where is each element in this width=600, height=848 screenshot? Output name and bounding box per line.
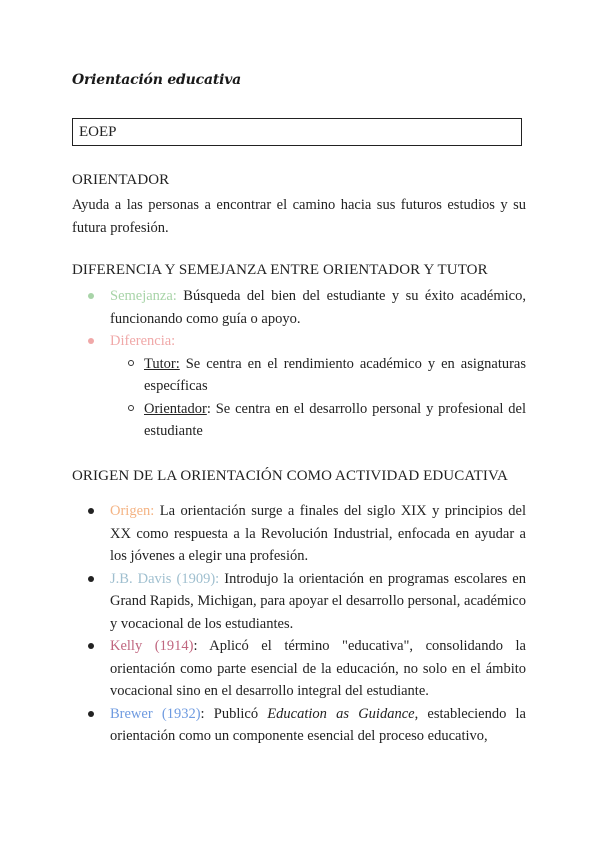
bullet-icon (88, 508, 94, 514)
eoep-box: EOEP (72, 118, 522, 146)
section-heading-origen: ORIGEN DE LA ORIENTACIÓN COMO ACTIVIDAD EDUCATIVA (72, 468, 508, 484)
item-label: J.B. Davis (1909): (110, 570, 220, 587)
bullet-icon (88, 576, 94, 582)
item-text-before: : Publicó (200, 705, 268, 722)
item-label: Semejanza: (110, 288, 177, 304)
sub-item-text: Se centra en el rendimiento académico y en asignaturas específicas (144, 355, 526, 394)
list-item (72, 285, 526, 330)
list-item (72, 703, 526, 748)
list-item (72, 330, 526, 353)
bullet-icon (88, 643, 94, 649)
bullet-icon (88, 711, 94, 717)
document-title: Orientación educativa (72, 72, 242, 88)
sub-list-item (72, 353, 526, 398)
sub-item-text: : Se centra en el desarrollo personal y profesional del estudiante (144, 400, 526, 439)
section-heading-orientador: ORIENTADOR (72, 172, 170, 188)
section-heading-diferencia: DIFERENCIA Y SEMEJANZA ENTRE ORIENTADOR Y TUTOR (72, 262, 488, 278)
origen-list (72, 500, 526, 748)
sub-item-label: Orientador (144, 400, 207, 417)
item-text-after: , estableciendo la orientación como un componente esencial del proceso educativo, (110, 705, 526, 744)
hollow-bullet-icon (128, 360, 134, 366)
item-text: La orientación surge a finales del siglo XIX y principios del XX como respuesta a la Revolución Industrial, enfocada en ayudar a los jóvenes a elegir una profesión. (110, 503, 526, 564)
bullet-icon (88, 338, 94, 344)
item-text: Búsqueda del bien del estudiante y su éxito académico, funcionando como guía o apoyo. (110, 288, 526, 327)
list-item (72, 635, 526, 703)
book-title: Education as Guidance (267, 705, 415, 722)
hollow-bullet-icon (128, 405, 134, 411)
list-item (72, 568, 526, 636)
item-label: Origen: (110, 503, 155, 519)
item-label: Brewer (1932) (110, 705, 201, 722)
item-label: Kelly (1914) (110, 638, 194, 654)
item-text: : Aplicó el término "educativa", consolidando la orientación como parte esencial de la educación, no solo en el ámbito vocacional sino en el desarrollo integral del estudiante. (110, 638, 526, 699)
diferencia-list (72, 285, 526, 443)
bullet-icon (88, 293, 94, 299)
item-label: Diferencia: (110, 333, 176, 349)
item-text: Introdujo la orientación en programas escolares en Grand Rapids, Michigan, para apoyar el desarrollo personal, académico y vocacional de los estudiantes. (110, 570, 526, 632)
list-item (72, 500, 526, 568)
sub-item-label: Tutor: (144, 355, 180, 372)
orientador-description: Ayuda a las personas a encontrar el camino hacia sus futuros estudios y su futura profesión. (72, 197, 526, 236)
sub-list-item (72, 398, 526, 443)
